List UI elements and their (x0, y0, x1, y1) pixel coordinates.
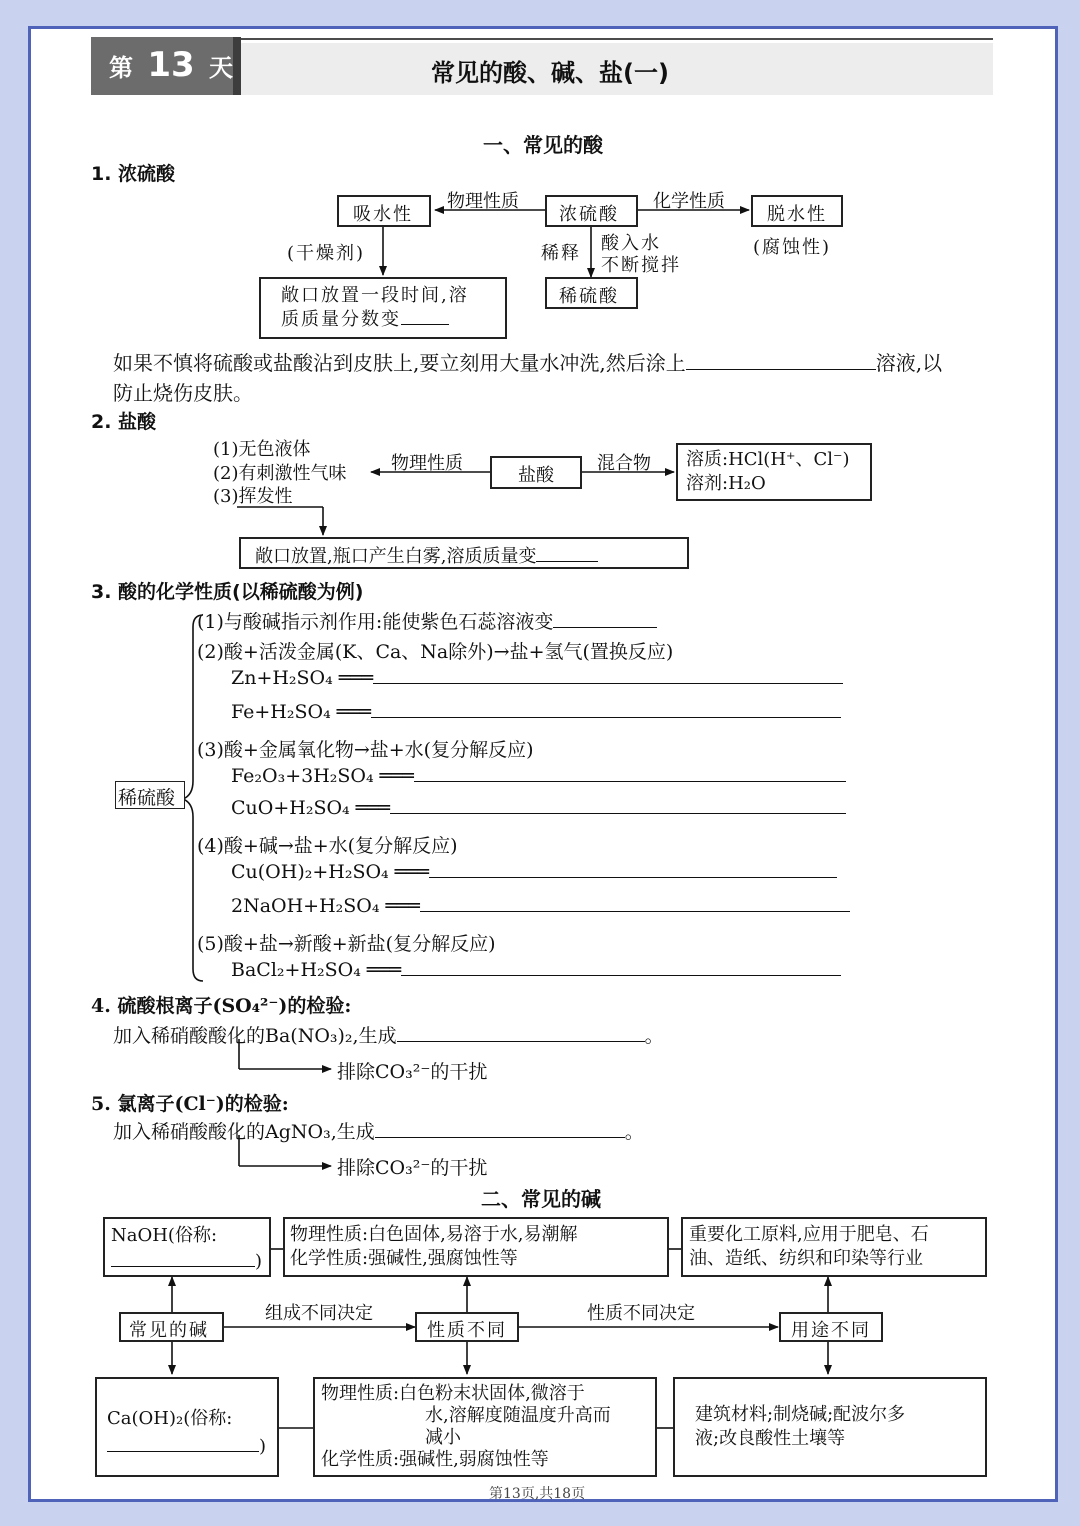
dilute-method-1: 酸入水 (601, 233, 661, 254)
blank-eq-fe[interactable] (371, 717, 841, 718)
box-caoh2-name: Ca(OH)₂(俗称: ) (95, 1377, 279, 1477)
eq-fe2o3: Fe₂O₃+3H₂SO₄ ═══ (231, 765, 846, 787)
blank-caoh2-common-name[interactable] (107, 1451, 259, 1452)
note-desiccant: (干燥剂) (287, 243, 366, 264)
box-absorb: 吸水性 (337, 195, 431, 227)
box-open-sulfuric: 敞口放置一段时间,溶 质质量分数变 (259, 277, 507, 339)
eq-naoh: 2NaOH+H₂SO₄ ═══ (231, 895, 850, 917)
skin-warning-line1: 如果不慎将硫酸或盐酸沾到皮肤上,要立刻用大量水冲洗,然后涂上 溶液,以 (113, 351, 943, 375)
acid-prop-5: (5)酸+盐→新酸+新盐(复分解反应) (197, 933, 496, 955)
chloride-test-line: 加入稀硝酸酸化的AgNO₃,生成 。 (113, 1121, 644, 1143)
acid-prop-2: (2)酸+活泼金属(K、Ca、Na除外)→盐+氢气(置换反应) (197, 641, 674, 663)
eq-fe: Fe+H₂SO₄ ═══ (231, 701, 841, 723)
label-chemical: 化学性质 (653, 191, 725, 212)
label-dilute: 稀释 (541, 243, 581, 264)
label-hcl-physical: 物理性质 (391, 453, 463, 474)
sulfate-test-note: 排除CO₃²⁻的干扰 (337, 1061, 488, 1083)
box-naoh-uses: 重要化工原料,应用于肥皂、石 油、造纸、纺织和印染等行业 (681, 1217, 987, 1277)
heading-acid-chem: 3. 酸的化学性质(以稀硫酸为例) (91, 581, 364, 603)
box-hcl-solution: 溶质:HCl(H⁺、Cl⁻) 溶剂:H₂O (676, 443, 872, 501)
box-use-diff: 用途不同 (779, 1312, 883, 1342)
box-naoh-props: 物理性质:白色固体,易溶于水,易潮解 化学性质:强碱性,强腐蚀性等 (283, 1217, 669, 1277)
blank-eq-naoh[interactable] (420, 911, 850, 912)
label-property-decides: 性质不同决定 (587, 1303, 695, 1324)
section-title-acids: 一、常见的酸 (483, 133, 603, 157)
hcl-prop-3: (3)挥发性 (213, 486, 293, 507)
blank-eq-fe2o3[interactable] (414, 781, 846, 782)
section-title-bases: 二、常见的碱 (481, 1187, 601, 1211)
eq-zn: Zn+H₂SO₄ ═══ (231, 667, 843, 689)
box-dehydrate: 脱水性 (751, 195, 843, 227)
blank-skin-solution[interactable] (686, 369, 876, 370)
label-physical: 物理性质 (447, 191, 519, 212)
acid-prop-3: (3)酸+金属氧化物→盐+水(复分解反应) (197, 739, 534, 761)
box-conc-sulfuric: 浓硫酸 (545, 195, 638, 227)
hcl-prop-1: (1)无色液体 (213, 439, 311, 460)
box-caoh2-uses: 建筑材料;制烧碱;配波尔多 液;改良酸性土壤等 (673, 1377, 987, 1477)
label-dilute-acid: 稀硫酸 (115, 781, 185, 809)
sulfate-test-line: 加入稀硝酸酸化的Ba(NO₃)₂,生成 。 (113, 1025, 664, 1047)
label-composition: 组成不同决定 (265, 1303, 373, 1324)
heading-chloride-test: 5. 氯离子(Cl⁻)的检验: (91, 1093, 289, 1115)
page-footer: 第13页,共18页 (489, 1486, 586, 1502)
blank-sulfate-precipitate[interactable] (397, 1041, 645, 1042)
note-corrosive: (腐蚀性) (753, 237, 832, 258)
hcl-prop-2: (2)有刺激性气味 (213, 463, 347, 484)
worksheet-page (28, 26, 1058, 1502)
heading-hcl: 2. 盐酸 (91, 411, 157, 433)
blank-fraction-change[interactable] (401, 324, 449, 325)
blank-eq-bacl2[interactable] (401, 975, 841, 976)
heading-conc-sulfuric: 1. 浓硫酸 (91, 163, 176, 185)
blank-eq-cuoh2[interactable] (429, 877, 837, 878)
skin-warning-line2: 防止烧伤皮肤。 (113, 381, 253, 405)
heading-sulfate-test: 4. 硫酸根离子(SO₄²⁻)的检验: (91, 995, 352, 1017)
day-badge-text: 第 13 天 (109, 45, 234, 85)
box-dilute-sulfuric: 稀硫酸 (545, 277, 638, 309)
blank-hcl-mass-change[interactable] (536, 561, 598, 562)
blank-eq-zn[interactable] (373, 683, 843, 684)
eq-cuoh2: Cu(OH)₂+H₂SO₄ ═══ (231, 861, 837, 883)
label-mixture: 混合物 (597, 453, 651, 474)
blank-eq-cuo[interactable] (390, 813, 846, 814)
box-property-diff: 性质不同 (415, 1312, 519, 1342)
eq-cuo: CuO+H₂SO₄ ═══ (231, 797, 846, 819)
blank-chloride-precipitate[interactable] (375, 1137, 625, 1138)
chloride-test-note: 排除CO₃²⁻的干扰 (337, 1157, 488, 1179)
page-title: 常见的酸、碱、盐(一) (431, 59, 669, 87)
box-naoh-name: NaOH(俗称: ) (103, 1217, 271, 1277)
dilute-method-2: 不断搅拌 (601, 255, 681, 276)
acid-prop-1: (1)与酸碱指示剂作用:能使紫色石蕊溶液变 (197, 607, 657, 634)
box-hcl: 盐酸 (490, 456, 582, 489)
eq-bacl2: BaCl₂+H₂SO₄ ═══ (231, 959, 841, 981)
box-caoh2-props: 物理性质:白色粉末状固体,微溶于 水,溶解度随温度升高而 减小 化学性质:强碱性,弱腐蚀性等 (313, 1377, 657, 1477)
box-common-base: 常见的碱 (119, 1312, 224, 1342)
blank-litmus-color[interactable] (553, 627, 657, 628)
box-hcl-open: 敞口放置,瓶口产生白雾,溶质质量变 (239, 537, 689, 569)
blank-naoh-common-name[interactable] (111, 1266, 255, 1267)
acid-prop-4: (4)酸+碱→盐+水(复分解反应) (197, 835, 458, 857)
